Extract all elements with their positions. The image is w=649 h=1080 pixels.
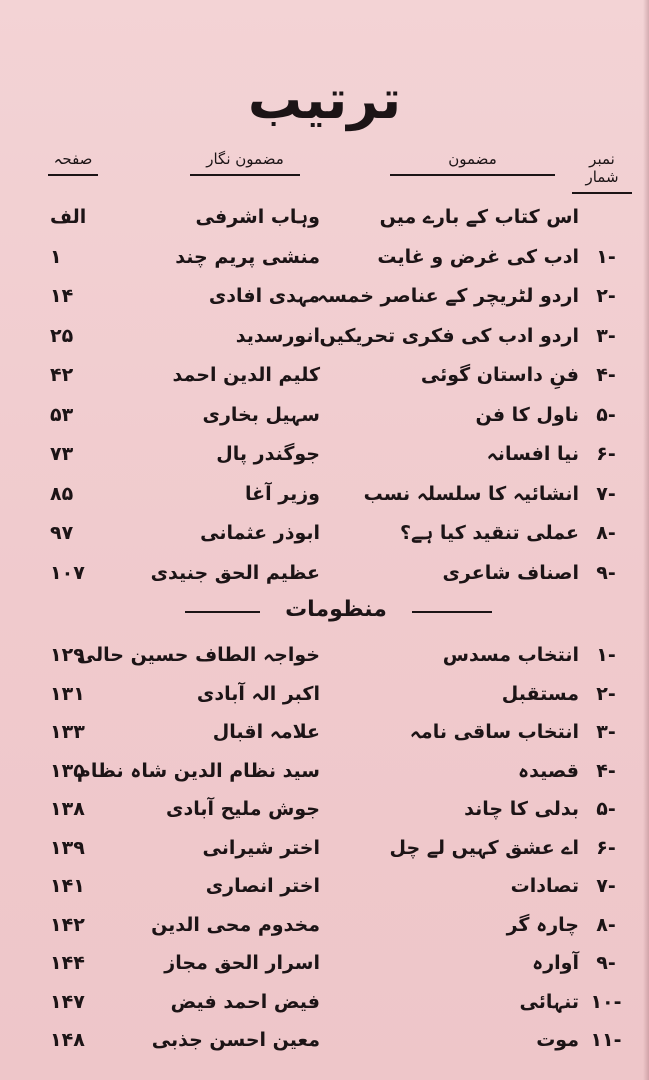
row-title: تصادات: [510, 875, 579, 897]
contents-row: [0, 198, 649, 236]
row-page: ۱: [50, 245, 62, 268]
row-number: ۵-: [596, 403, 616, 426]
contents-row: [0, 790, 649, 828]
row-page: ۸۵: [50, 482, 74, 505]
row-number: ۱-: [596, 644, 616, 666]
row-number: ۸-: [596, 522, 616, 544]
row-author: خواجہ الطاف حسین حالی: [76, 644, 320, 666]
row-author: جوش ملیح آبادی: [166, 798, 320, 820]
row-page: ۲۵: [50, 324, 74, 347]
row-number: ۸-: [596, 913, 616, 936]
row-author: معین احسن جذبی: [151, 1029, 320, 1051]
row-title: ادب کی غرض و غایت: [377, 245, 579, 268]
row-author: وزیر آغا: [245, 482, 320, 505]
row-page: ۹۷: [50, 522, 74, 544]
row-page: ۵۳: [50, 403, 74, 426]
row-page: ۱۰۷: [50, 561, 85, 584]
row-title: بدلی کا چاند: [464, 798, 579, 820]
row-page: ۱۴۴: [50, 952, 85, 974]
row-page: ۱۴۲: [50, 913, 85, 936]
row-title: انتخاب مسدس: [442, 644, 579, 666]
row-author: انورسدید: [235, 324, 320, 347]
row-page: ۱۲۹: [50, 644, 85, 666]
contents-row: [0, 356, 649, 394]
row-page: ۱۴: [50, 285, 74, 307]
row-number: ۱۰-: [590, 990, 622, 1013]
row-title: نیا افسانہ: [486, 443, 579, 465]
row-author: جوگندر پال: [216, 443, 320, 465]
row-number: ۴-: [596, 759, 616, 782]
row-page: ۱۴۱: [50, 875, 85, 897]
contents-row: [0, 1021, 649, 1059]
header-number: نمبر شمار: [572, 150, 632, 194]
header-author: مضمون نگار: [190, 150, 300, 176]
contents-row: [0, 475, 649, 513]
row-number: ۲-: [596, 285, 616, 307]
page-edge-shadow: [643, 0, 649, 1080]
contents-row: [0, 713, 649, 751]
divider-line-left: [185, 611, 260, 613]
contents-row: [0, 867, 649, 905]
row-page: الف: [50, 206, 87, 228]
row-page: ۱۳۵: [50, 759, 85, 782]
contents-row: [0, 514, 649, 552]
row-title: چارہ گر: [506, 913, 579, 936]
row-author: کلیم الدین احمد: [172, 364, 320, 386]
row-number: ۹-: [596, 952, 616, 974]
contents-row: [0, 435, 649, 473]
row-title: مستقبل: [501, 682, 579, 705]
contents-row: [0, 829, 649, 867]
row-page: ۱۴۸: [50, 1029, 85, 1051]
contents-row: [0, 554, 649, 592]
row-author: فیض احمد فیض: [170, 990, 320, 1013]
row-number: ۹-: [596, 561, 616, 584]
row-title: انشائیہ کا سلسلہ نسب: [363, 482, 579, 505]
header-subject: مضمون: [390, 150, 555, 176]
row-page: ۱۳۳: [50, 721, 85, 743]
contents-row: [0, 636, 649, 674]
row-title: اردو ادب کی فکری تحریکیں: [319, 324, 579, 347]
contents-row: [0, 752, 649, 790]
row-title: اس کتاب کے بارے میں: [379, 206, 579, 228]
contents-row: [0, 277, 649, 315]
row-title: آوارہ: [532, 952, 579, 974]
row-title: اردو لٹریچر کے عناصر خمسہ: [317, 285, 579, 307]
row-page: ۱۳۸: [50, 798, 85, 820]
row-title: انتخاب ساقی نامہ: [409, 721, 579, 743]
row-number: ۷-: [596, 482, 616, 505]
row-title: تنہائی: [519, 990, 579, 1013]
row-page: ۷۳: [50, 443, 74, 465]
row-title: عملی تنقید کیا ہے؟: [399, 522, 579, 544]
row-title: اے عشق کہیں لے چل: [389, 836, 579, 859]
row-page: ۱۳۹: [50, 836, 85, 859]
row-author: وہاب اشرفی: [195, 206, 320, 228]
page-title: ترتیب: [247, 68, 402, 131]
row-author: اختر انصاری: [205, 875, 320, 897]
row-author: سید نظام الدین شاہ نظام: [76, 759, 320, 782]
row-number: ۶-: [596, 443, 616, 465]
contents-row: [0, 944, 649, 982]
row-number: ۷-: [596, 875, 616, 897]
row-title: موت: [536, 1029, 579, 1051]
row-title: ناول کا فن: [475, 403, 579, 426]
row-number: ۳-: [596, 324, 616, 347]
divider-line-right: [412, 611, 492, 613]
contents-row: [0, 906, 649, 944]
contents-row: [0, 983, 649, 1021]
contents-row: [0, 396, 649, 434]
row-page: ۱۴۷: [50, 990, 85, 1013]
row-author: اکبر الہ آبادی: [196, 682, 320, 705]
row-author: علامہ اقبال: [212, 721, 320, 743]
contents-row: [0, 238, 649, 276]
row-page: ۴۲: [50, 364, 74, 386]
row-author: مہدی افادی: [208, 285, 320, 307]
row-author: ابوذر عثمانی: [200, 522, 320, 544]
row-number: ۱۱-: [590, 1029, 622, 1051]
row-title: فنِ داستان گوئی: [420, 364, 579, 386]
row-author: مخدوم محی الدین: [151, 913, 320, 936]
contents-row: [0, 317, 649, 355]
row-page: ۱۳۱: [50, 682, 85, 705]
row-number: ۶-: [596, 836, 616, 859]
row-number: ۳-: [596, 721, 616, 743]
row-number: ۱-: [596, 245, 616, 268]
row-title: اصناف شاعری: [442, 561, 579, 584]
row-number: ۵-: [596, 798, 616, 820]
row-title: قصیدہ: [517, 759, 579, 782]
row-author: سہیل بخاری: [202, 403, 320, 426]
row-author: منشی پریم چند: [175, 245, 320, 268]
row-number: ۲-: [596, 682, 616, 705]
section-title: منظومات: [285, 597, 387, 622]
section-divider: [0, 592, 649, 628]
row-author: اختر شیرانی: [202, 836, 320, 859]
row-author: عظیم الحق جنیدی: [150, 561, 320, 584]
row-author: اسرار الحق مجاز: [164, 952, 320, 974]
header-page: صفحہ: [48, 150, 98, 176]
row-number: ۴-: [596, 364, 616, 386]
contents-row: [0, 675, 649, 713]
